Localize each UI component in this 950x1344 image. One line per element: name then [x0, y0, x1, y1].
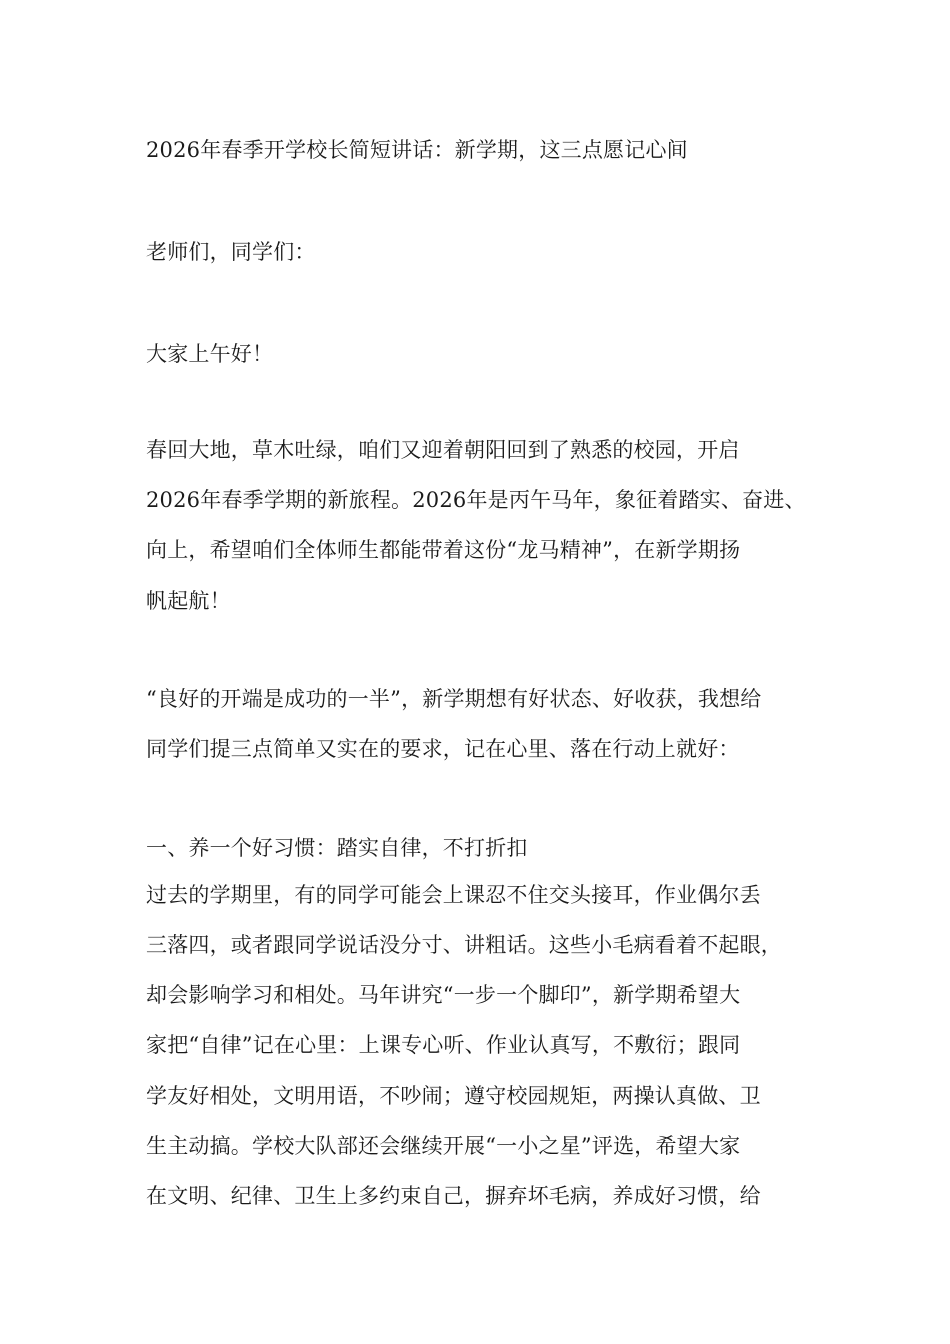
paragraph-line: “良好的开端是成功的一半”，新学期想有好状态、好收获，我想给 — [146, 687, 762, 711]
paragraph-line: 在文明、纪律、卫生上多约束自己，摒弃坏毛病，养成好习惯，给 — [146, 1184, 761, 1208]
paragraph-line: 帆起航！ — [146, 589, 231, 613]
paragraph-line: 家把“自律”记在心里：上课专心听、作业认真写，不敷衍；跟同 — [146, 1033, 741, 1057]
greeting: 老师们，同学们： — [146, 240, 316, 264]
salutation: 大家上午好！ — [146, 342, 274, 366]
paragraph-line: 却会影响学习和相处。马年讲究“一步一个脚印”，新学期希望大 — [146, 983, 741, 1007]
paragraph-line: 同学们提三点简单又实在的要求，记在心里、落在行动上就好： — [146, 737, 740, 761]
paragraph-line: 生主动搞。学校大队部还会继续开展“一小之星”评选，希望大家 — [146, 1134, 741, 1158]
paragraph-line: 2026年春季学期的新旅程。2026年是丙午马年，象征着踏实、奋进、 — [146, 488, 806, 512]
section-heading: 一、养一个好习惯：踏实自律，不打折扣 — [146, 836, 528, 860]
paragraph-line: 春回大地，草木吐绿，咱们又迎着朝阳回到了熟悉的校园，开启 — [146, 438, 740, 462]
paragraph-line: 向上，希望咱们全体师生都能带着这份“龙马精神”，在新学期扬 — [146, 538, 741, 562]
paragraph-line: 过去的学期里，有的同学可能会上课忍不住交头接耳，作业偶尔丢 — [146, 883, 761, 907]
document-title: 2026年春季开学校长简短讲话：新学期，这三点愿记心间 — [146, 138, 688, 162]
paragraph-line: 三落四，或者跟同学说话没分寸、讲粗话。这些小毛病看着不起眼， — [146, 933, 782, 957]
paragraph-line: 学友好相处，文明用语，不吵闹；遵守校园规矩，两操认真做、卫 — [146, 1084, 761, 1108]
